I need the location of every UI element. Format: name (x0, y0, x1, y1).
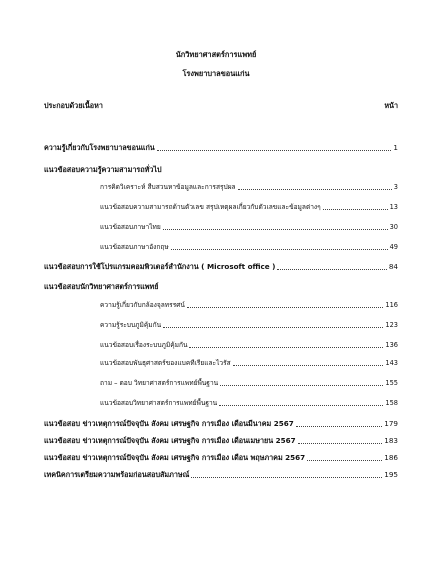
toc-dot-leader (238, 189, 392, 190)
toc-entry (100, 222, 398, 232)
toc-entry-page: 84 (388, 262, 398, 271)
toc-entry (100, 320, 398, 330)
toc-dot-leader (233, 365, 384, 366)
toc-entry-title: แนวข้อสอบเรื่องระบบภูมิคุ้มกัน (100, 341, 188, 349)
toc-entry-title: ความรู้เกี่ยวกับกล้องจุลทรรศน์ (100, 301, 185, 309)
toc-entry-page: 186 (384, 453, 398, 462)
toc-entry-title: แนวข้อสอบภาษาไทย (100, 223, 161, 231)
toc-entry-title: แนวข้อสอบ ข่าวเหตุการณ์ปัจจุบัน สังคม เศรษฐกิจ การเมือง เดือนเมษายน 2567 (44, 436, 296, 445)
document-subtitle: โรงพยาบาลขอนแก่น (182, 69, 250, 78)
toc-dot-leader (191, 477, 382, 478)
toc-entry-title: แนวข้อสอบความรู้ความสามารถทั่วไป (44, 165, 162, 174)
toc-heading-contents: ประกอบด้วยเนื้อหา (44, 101, 103, 110)
toc-dot-leader (277, 269, 386, 270)
toc-entry-page: 195 (384, 470, 398, 479)
toc-entry-title: แนวข้อสอบนักวิทยาศาสตร์การแพทย์ (44, 282, 159, 291)
toc-entry (100, 300, 398, 310)
toc-entry-title: แนวข้อสอบ ข่าวเหตุการณ์ปัจจุบัน สังคม เศรษฐกิจ การเมือง เดือน พฤษภาคม 2567 (44, 453, 306, 462)
toc-entry-page: 1 (393, 143, 398, 152)
toc-entry (100, 358, 398, 368)
toc-entry (44, 436, 398, 446)
toc-dot-leader (220, 385, 383, 386)
toc-entry (100, 378, 398, 388)
toc-dot-leader (171, 249, 388, 250)
toc-entry-title: แนวข้อสอบ ข่าวเหตุการณ์ปัจจุบัน สังคม เศรษฐกิจ การเมือง เดือนมีนาคม 2567 (44, 419, 294, 428)
toc-entry-page: 179 (384, 419, 398, 428)
toc-entry (44, 419, 398, 429)
toc-entry-title: ความรู้เกี่ยวกับโรงพยาบาลขอนแก่น (44, 143, 155, 152)
toc-dot-leader (163, 229, 388, 230)
toc-entry (100, 398, 398, 408)
toc-entry-title: ความรู้ระบบภูมิคุ้มกัน (100, 321, 162, 329)
document-title: นักวิทยาศาสตร์การแพทย์ (175, 50, 257, 59)
toc-entry-title: เทคนิคการเตรียมความพร้อมก่อนสอบสัมภาษณ์ (44, 470, 190, 479)
toc-section-heading (44, 165, 398, 175)
toc-entry-page: 13 (389, 203, 398, 211)
toc-entry (44, 262, 398, 272)
toc-entry-page: 155 (385, 379, 398, 387)
toc-dot-leader (219, 405, 383, 406)
toc-entry-page: 30 (389, 223, 398, 231)
toc-dot-leader (307, 460, 382, 461)
toc-entry-page: 158 (385, 399, 398, 407)
toc-entry-title: แนวข้อสอบพันธุศาสตร์ของแบคทีเรียและไวรัส (100, 359, 231, 367)
toc-entry (44, 453, 398, 463)
toc-entry-page: 3 (393, 183, 398, 191)
toc-entry-title: แนวข้อสอบความสามารถด้านตัวเลข สรุปเหตุผลเกี่ยวกับตัวเลขและข้อมูลต่างๆ (100, 203, 321, 211)
toc-entry-page: 123 (385, 321, 398, 329)
toc-entry-title: แนวข้อสอบวิทยาศาสตร์การแพทย์พื้นฐาน (100, 399, 218, 407)
toc-dot-leader (323, 209, 388, 210)
toc-entry (44, 143, 398, 153)
toc-entry-page: 143 (385, 359, 398, 367)
toc-entry-page: 136 (385, 341, 398, 349)
toc-entry (44, 470, 398, 480)
toc-entry-page: 49 (389, 243, 398, 251)
toc-dot-leader (296, 426, 383, 427)
toc-entry (100, 182, 398, 192)
toc-dot-leader (189, 347, 383, 348)
toc-entry-title: การคิดวิเคราะห์ สืบสวนหาข้อมูลและการสรุปผล (100, 183, 236, 191)
toc-entry-page: 116 (385, 301, 398, 309)
toc-entry-title: ถาม – ตอบ วิทยาศาสตร์การแพทย์พื้นฐาน (100, 379, 219, 387)
toc-entry (100, 242, 398, 252)
toc-section-heading (44, 282, 398, 292)
toc-heading-page: หน้า (384, 101, 398, 110)
toc-dot-leader (187, 307, 383, 308)
toc-dot-leader (163, 327, 383, 328)
toc-entry-title: แนวข้อสอบภาษาอังกฤษ (100, 243, 169, 251)
toc-entry-page: 183 (384, 436, 398, 445)
toc-dot-leader (298, 443, 383, 444)
toc-entry-title: แนวข้อสอบการใช้โปรแกรมคอมพิวเตอร์สำนักงาน ( Microsoft office ) (44, 262, 276, 271)
toc-dot-leader (157, 150, 392, 151)
toc-entry (100, 202, 398, 212)
toc-entry (100, 340, 398, 350)
